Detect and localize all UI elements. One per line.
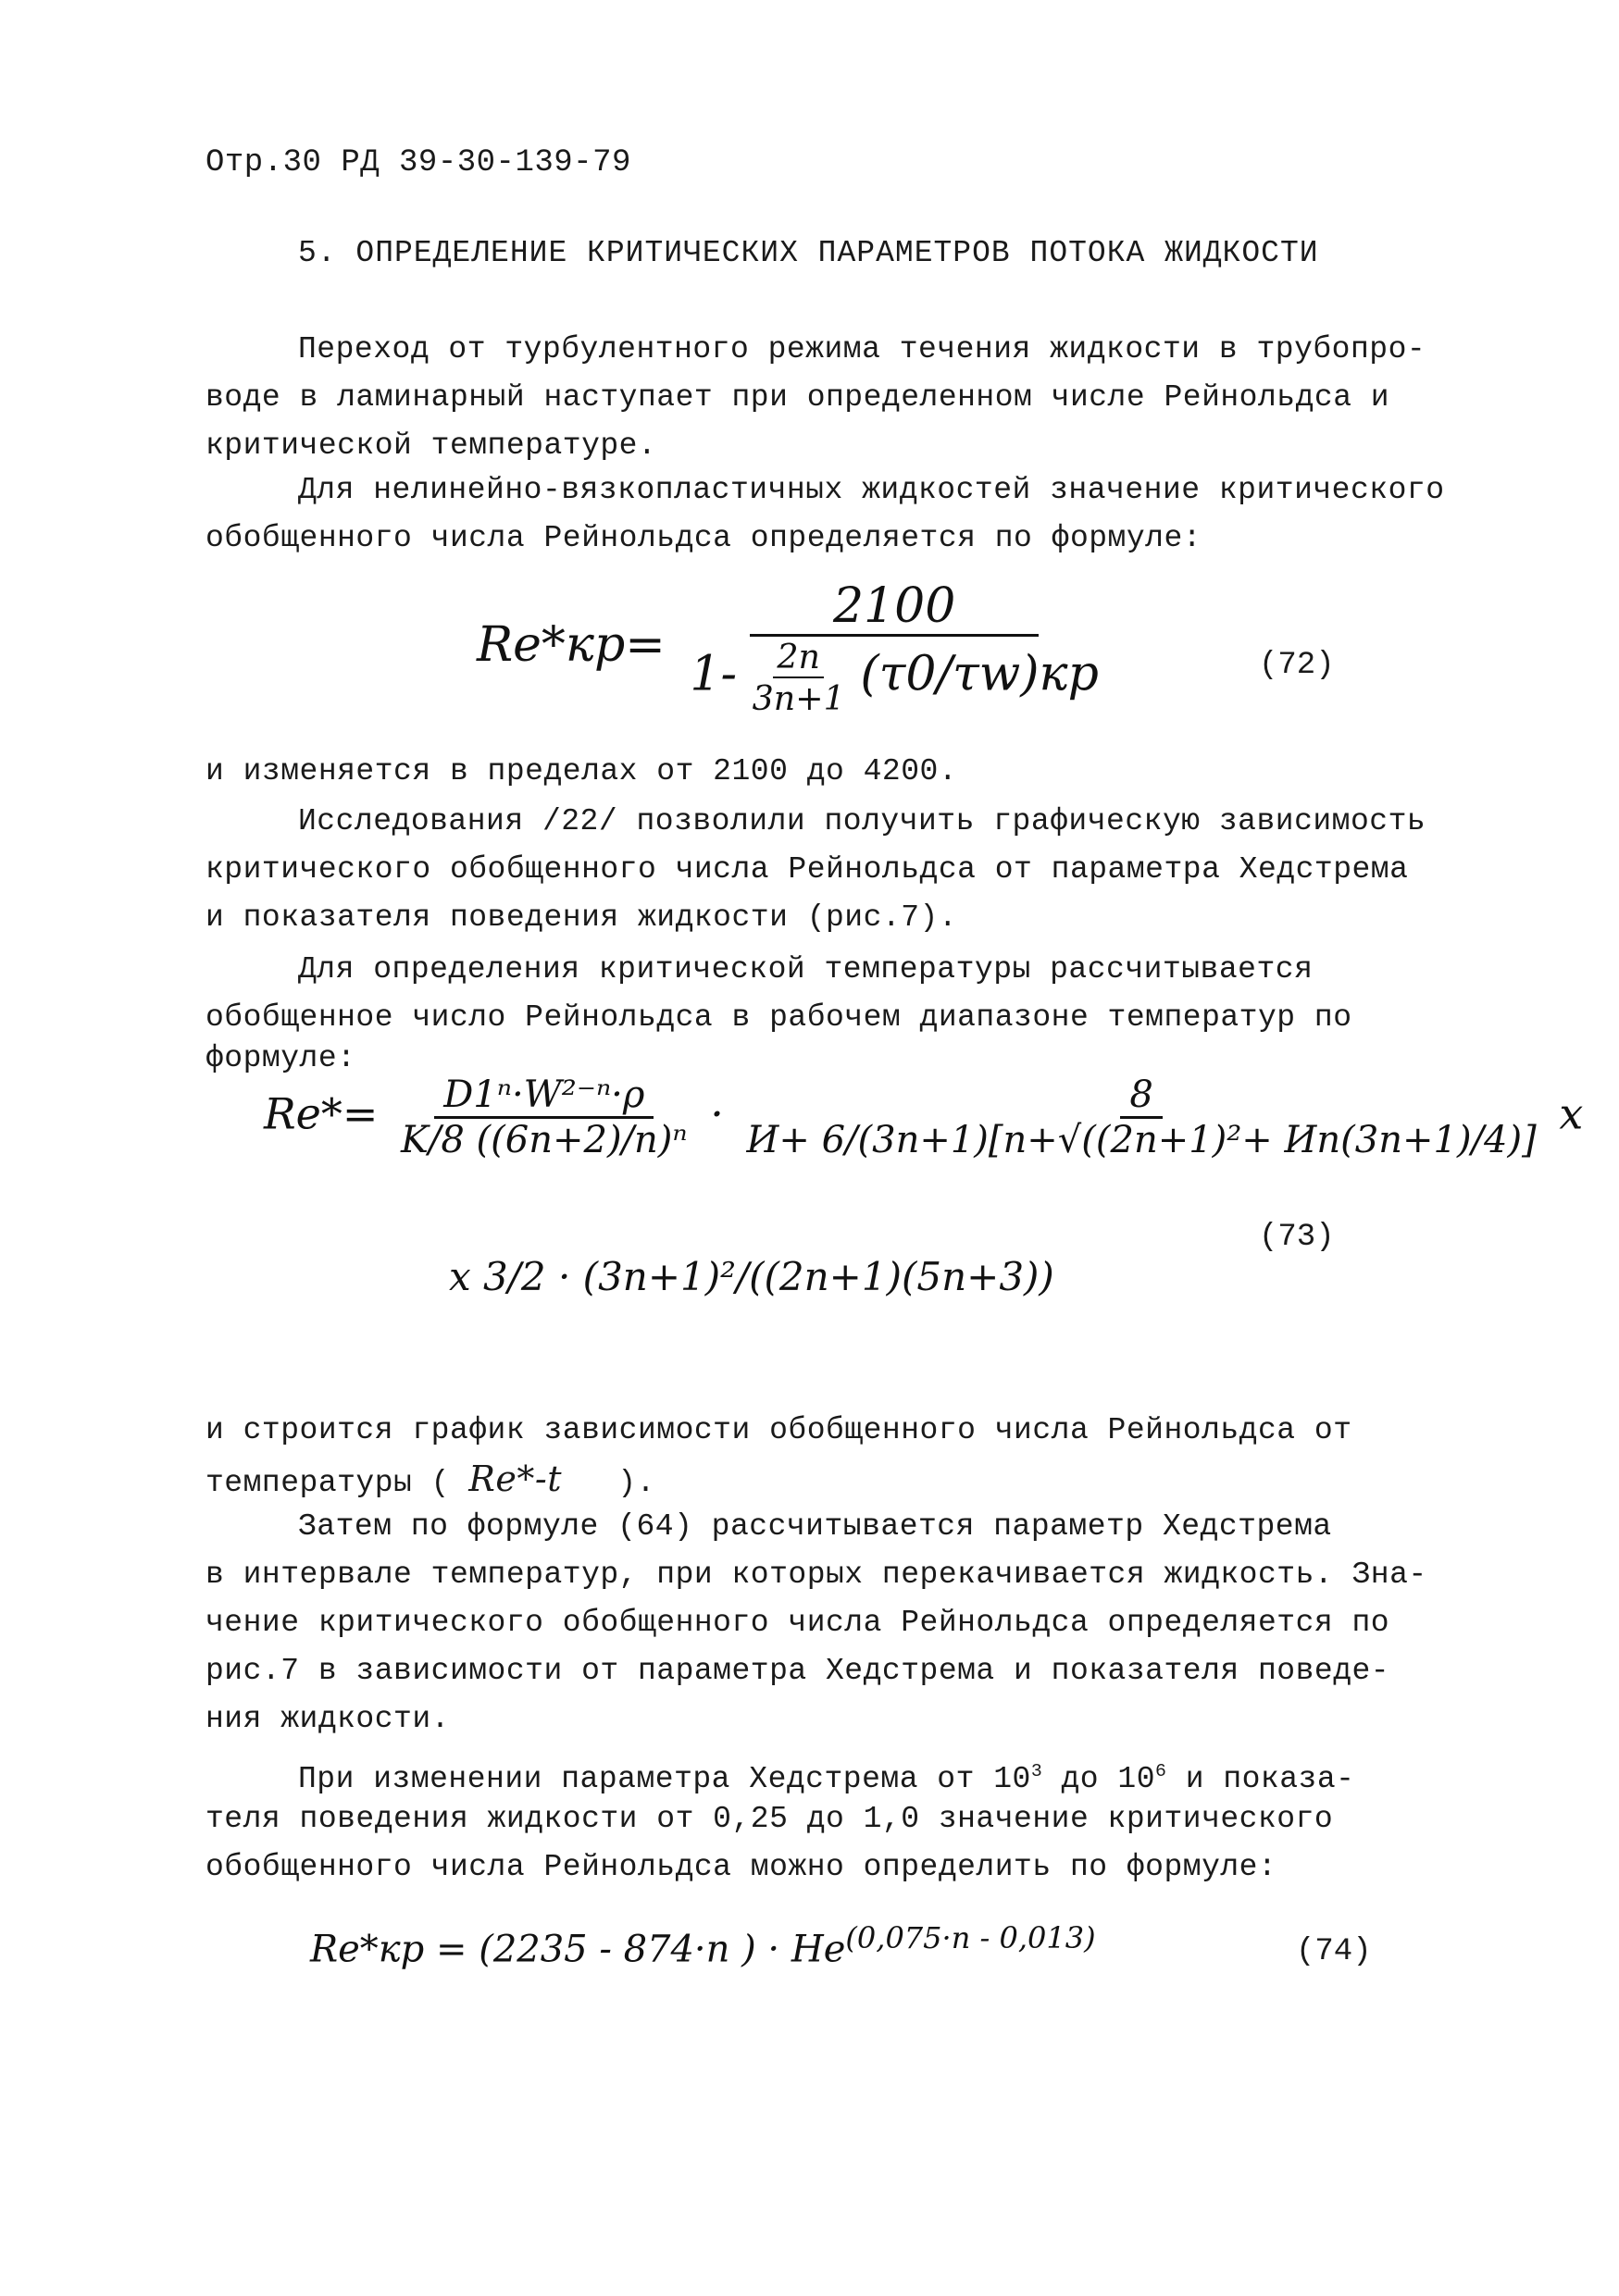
eq72-numerator: 2100: [750, 578, 1039, 637]
p6-pre: температуры (: [205, 1466, 450, 1500]
equation-73-line-2: x 3/2 · (3n+1)²/((2n+1)(5n+3)): [449, 1254, 1054, 1299]
p8-a: При изменении параметра Хедстрема от 10: [298, 1762, 1031, 1796]
paragraph-4-line-2: критического обобщенного числа Рейнольдса от параметра Хедстрема: [205, 852, 1409, 887]
paragraph-1-line-1: Переход от турбулентного режима течения жидкости в трубопро-: [298, 332, 1426, 366]
paragraph-7-line-3: чение критического обобщенного числа Рейнольдса определяется по: [205, 1606, 1390, 1640]
p8-sup1: 3: [1030, 1761, 1043, 1781]
paragraph-7-line-5: ния жидкости.: [205, 1702, 450, 1736]
equation-73-number: (73): [1259, 1220, 1335, 1255]
equation-72: [477, 578, 1108, 718]
paragraph-6-line-2: [205, 1455, 1464, 1508]
paragraph-6-line-1: и строится график зависимости обобщенного числа Рейнольдса от: [205, 1413, 1352, 1447]
eq73-dot: ·: [710, 1088, 724, 1139]
eq73-fraction-1: [392, 1074, 697, 1161]
eq73-f1-denominator: K/8 ((6n+2)/n)ⁿ: [401, 1119, 688, 1161]
eq72-fraction: [680, 578, 1108, 718]
eq72-lhs: Re*кр=: [477, 617, 666, 673]
p8-c: и показа-: [1166, 1762, 1355, 1796]
eq73-fraction-2: [737, 1074, 1545, 1161]
equation-73: [264, 1074, 1583, 1161]
paragraph-2-line-1: Для нелинейно-вязкопластичных жидкостей значение критического: [298, 473, 1445, 507]
eq72-den-fraction: [753, 637, 845, 718]
paragraph-8-line-3: обобщенного числа Рейнольдса можно определить по формуле:: [205, 1850, 1277, 1884]
paragraph-7-line-4: рис.7 в зависимости от параметра Хедстрема и показателя поведе-: [205, 1654, 1390, 1688]
eq73-lhs: Re*=: [264, 1088, 379, 1139]
paragraph-3-line-1: и изменяется в пределах от 2100 до 4200.: [205, 754, 958, 788]
p8-sup2: 6: [1155, 1761, 1167, 1781]
paragraph-4-line-3: и показателя поведения жидкости (рис.7).: [205, 900, 958, 935]
paragraph-5-line-2: обобщенное число Рейнольдса в рабочем диапазоне температур по: [205, 1000, 1352, 1035]
paragraph-5-line-3: формуле:: [205, 1041, 356, 1075]
eq73-f1-numerator: D1ⁿ·W²⁻ⁿ·ρ: [434, 1074, 654, 1119]
equation-74: [310, 1920, 1096, 1970]
paragraph-7-line-1: Затем по формуле (64) рассчитывается параметр Хедстрема: [298, 1509, 1332, 1544]
paragraph-1-line-3: критической температуре.: [205, 428, 657, 463]
eq72-denominator: [680, 637, 1108, 718]
eq73-f2-numerator: 8: [1120, 1074, 1162, 1119]
section-title: 5. ОПРЕДЕЛЕНИЕ КРИТИЧЕСКИХ ПАРАМЕТРОВ ПОТОКА ЖИДКОСТИ: [298, 236, 1319, 270]
p6-math: Re*-t: [468, 1458, 562, 1499]
paragraph-1-line-2: воде в ламинарный наступает при определенном числе Рейнольдса и: [205, 380, 1390, 415]
paragraph-5-line-1: Для определения критической температуры рассчитывается: [298, 952, 1314, 987]
eq73-f2-denominator: И+ 6/(3n+1)[n+√((2n+1)²+ Иn(3n+1)/4)]: [746, 1119, 1537, 1161]
p8-b: до 10: [1042, 1762, 1156, 1796]
eq72-den-frac-num: 2n: [773, 637, 824, 678]
eq73-times: x: [1559, 1088, 1584, 1139]
eq72-den-one: 1-: [690, 646, 738, 702]
paragraph-8-line-2: теля поведения жидкости от 0,25 до 1,0 значение критического: [205, 1802, 1334, 1836]
equation-74-number: (74): [1296, 1934, 1372, 1969]
paragraph-2-line-2: обобщенного числа Рейнольдса определяется по формуле:: [205, 521, 1202, 555]
page-header: Отр.30 РД 39-30-139-79: [205, 145, 631, 180]
p6-post: ).: [617, 1466, 655, 1500]
eq74-body: Re*кр = (2235 - 874·n ) · He: [310, 1928, 846, 1971]
equation-72-number: (72): [1259, 648, 1335, 683]
eq74-exponent: (0,075·n - 0,013): [845, 1920, 1096, 1955]
eq72-den-frac-den: 3n+1: [752, 678, 845, 718]
paragraph-7-line-2: в интервале температур, при которых перекачивается жидкость. Зна-: [205, 1558, 1427, 1592]
paragraph-4-line-1: Исследования /22/ позволили получить графическую зависимость: [298, 804, 1426, 838]
eq72-den-tau: (τ0/τw)кр: [860, 646, 1099, 702]
